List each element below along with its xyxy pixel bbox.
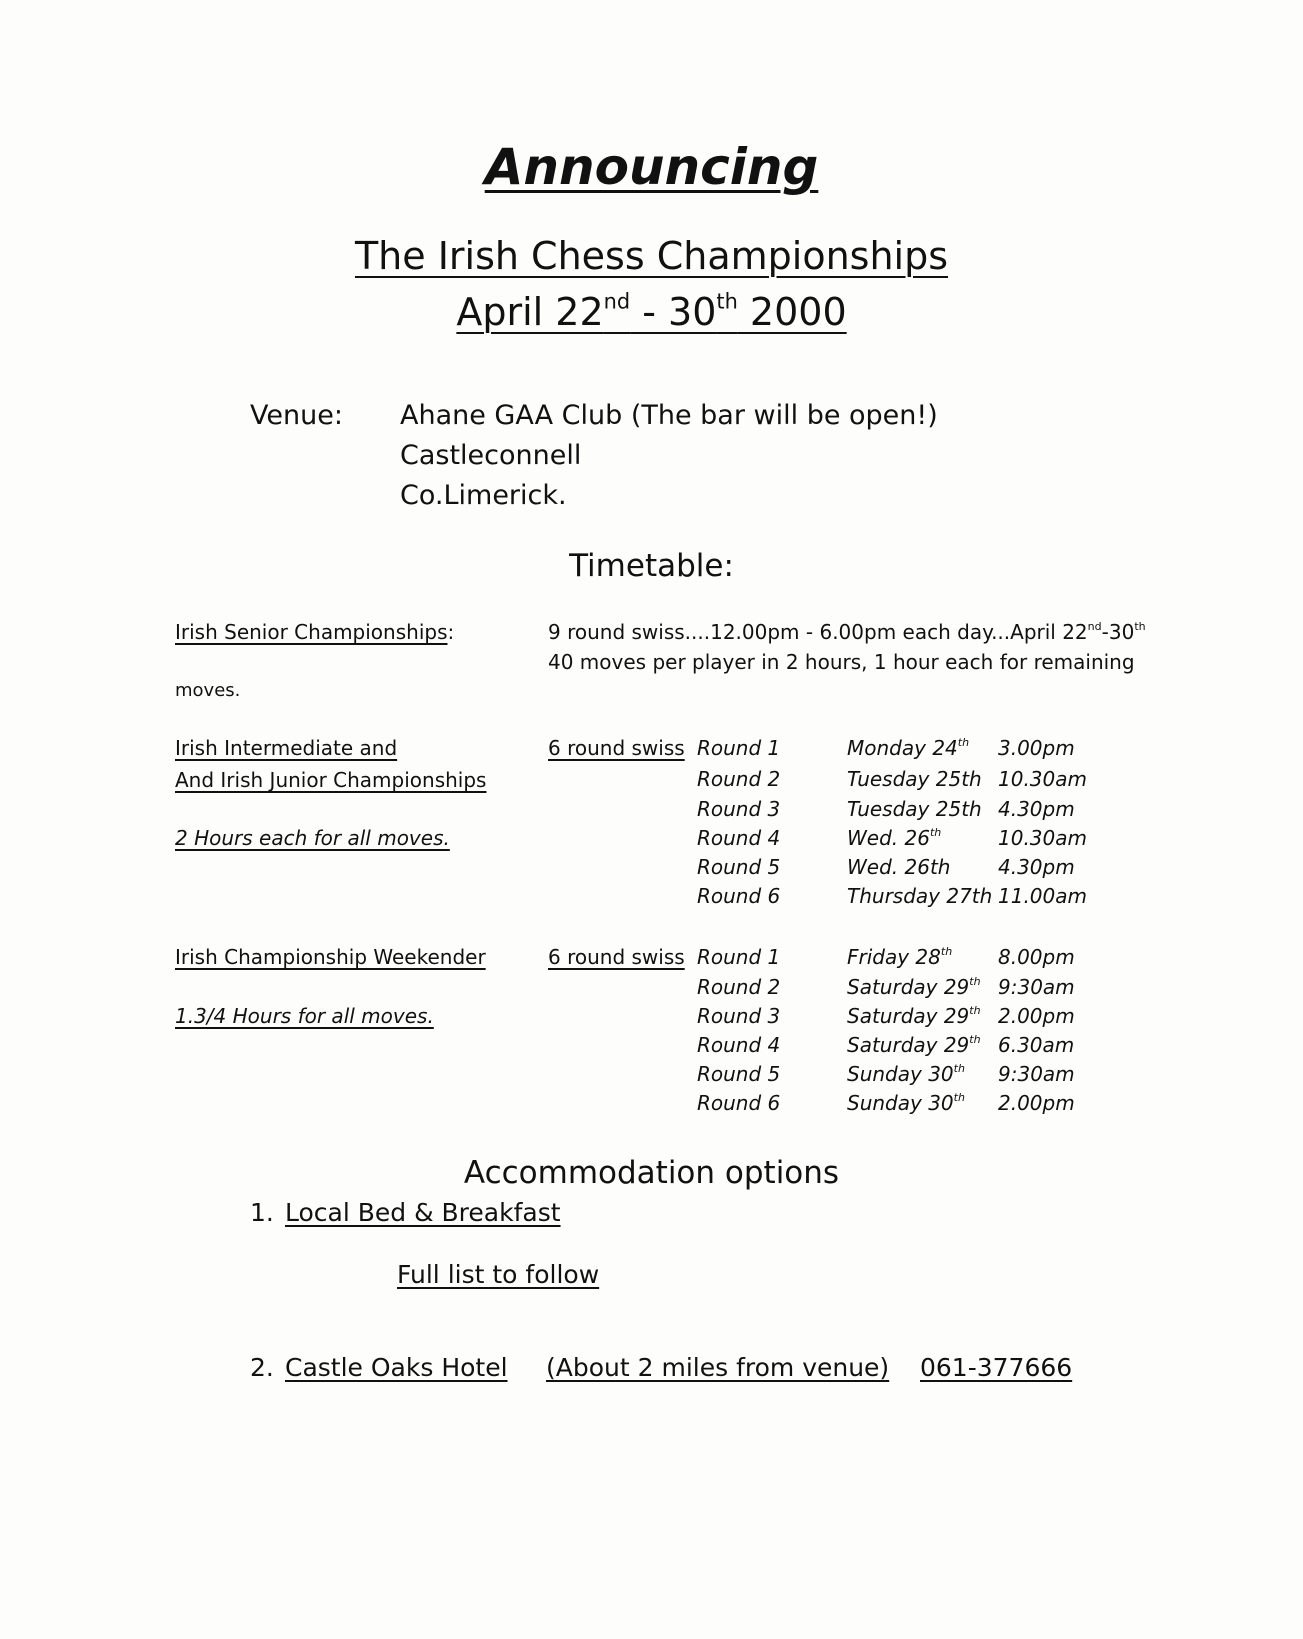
round-time: 11.00am <box>998 884 1087 908</box>
round-day: Sunday 30th <box>847 1091 965 1115</box>
intermediate-time-control: 2 Hours each for all moves. <box>175 826 450 850</box>
round-day: Saturday 29th <box>847 975 981 999</box>
venue-line: Ahane GAA Club (The bar will be open!) <box>400 400 938 431</box>
round-time: 6.30am <box>998 1033 1075 1057</box>
round-day: Wed. 26th <box>847 855 951 879</box>
announcing-heading: Announcing <box>484 138 819 196</box>
round-day: Wed. 26th <box>847 826 942 850</box>
round-time: 8.00pm <box>998 945 1075 969</box>
accommodation-item-1-note: Full list to follow <box>397 1260 600 1289</box>
accommodation-item-1-number: 1. <box>250 1198 274 1227</box>
round-label: Round 6 <box>697 884 781 908</box>
venue-label: Venue: <box>250 400 343 431</box>
round-time: 9:30am <box>998 975 1075 999</box>
weekender-championship-name: Irish Championship Weekender <box>175 945 486 969</box>
venue-line: Co.Limerick. <box>400 480 567 511</box>
round-label: Round 4 <box>697 826 781 850</box>
round-day: Thursday 27th <box>847 884 993 908</box>
round-time: 10.30am <box>998 826 1087 850</box>
accommodation-item-1: Local Bed & Breakfast <box>285 1198 561 1227</box>
venue-line: Castleconnell <box>400 440 582 471</box>
senior-time-control: 40 moves per player in 2 hours, 1 hour each for remaining <box>548 650 1135 674</box>
round-label: Round 1 <box>697 945 781 969</box>
round-label: Round 5 <box>697 855 781 879</box>
accommodation-item-2-number: 2. <box>250 1353 274 1382</box>
intermediate-championship-name: Irish Intermediate and <box>175 736 398 760</box>
senior-championship-name: Irish Senior Championships: <box>175 620 455 644</box>
round-label: Round 2 <box>697 975 781 999</box>
round-label: Round 5 <box>697 1062 781 1086</box>
round-time: 10.30am <box>998 767 1087 791</box>
weekender-format: 6 round swiss <box>548 945 685 969</box>
accommodation-item-2-distance: (About 2 miles from venue) <box>546 1353 890 1382</box>
weekender-time-control: 1.3/4 Hours for all moves. <box>175 1004 434 1028</box>
round-time: 2.00pm <box>998 1091 1075 1115</box>
round-label: Round 2 <box>697 767 781 791</box>
championship-dates: April 22nd - 30th 2000 <box>456 289 847 334</box>
round-label: Round 3 <box>697 797 781 821</box>
round-time: 9:30am <box>998 1062 1075 1086</box>
round-label: Round 4 <box>697 1033 781 1057</box>
accommodation-heading: Accommodation options <box>463 1155 840 1191</box>
round-time: 3.00pm <box>998 736 1075 760</box>
round-label: Round 3 <box>697 1004 781 1028</box>
accommodation-item-2-phone: 061-377666 <box>920 1353 1073 1382</box>
junior-championship-name: And Irish Junior Championships <box>175 768 487 792</box>
round-time: 4.30pm <box>998 855 1075 879</box>
round-time: 4.30pm <box>998 797 1075 821</box>
senior-time-control-cont: moves. <box>175 680 241 701</box>
round-day: Saturday 29th <box>847 1033 981 1057</box>
round-time: 2.00pm <box>998 1004 1075 1028</box>
intermediate-format: 6 round swiss <box>548 736 685 760</box>
timetable-heading: Timetable: <box>569 548 734 584</box>
round-day: Monday 24th <box>847 736 970 760</box>
round-day: Saturday 29th <box>847 1004 981 1028</box>
championship-title: The Irish Chess Championships <box>354 234 949 278</box>
round-day: Sunday 30th <box>847 1062 965 1086</box>
round-label: Round 6 <box>697 1091 781 1115</box>
round-label: Round 1 <box>697 736 781 760</box>
round-day: Tuesday 25th <box>847 767 982 791</box>
accommodation-item-2-name: Castle Oaks Hotel <box>285 1353 508 1382</box>
round-day: Friday 28th <box>847 945 953 969</box>
round-day: Tuesday 25th <box>847 797 982 821</box>
senior-schedule: 9 round swiss....12.00pm - 6.00pm each day...April 22nd-30th <box>548 620 1146 644</box>
